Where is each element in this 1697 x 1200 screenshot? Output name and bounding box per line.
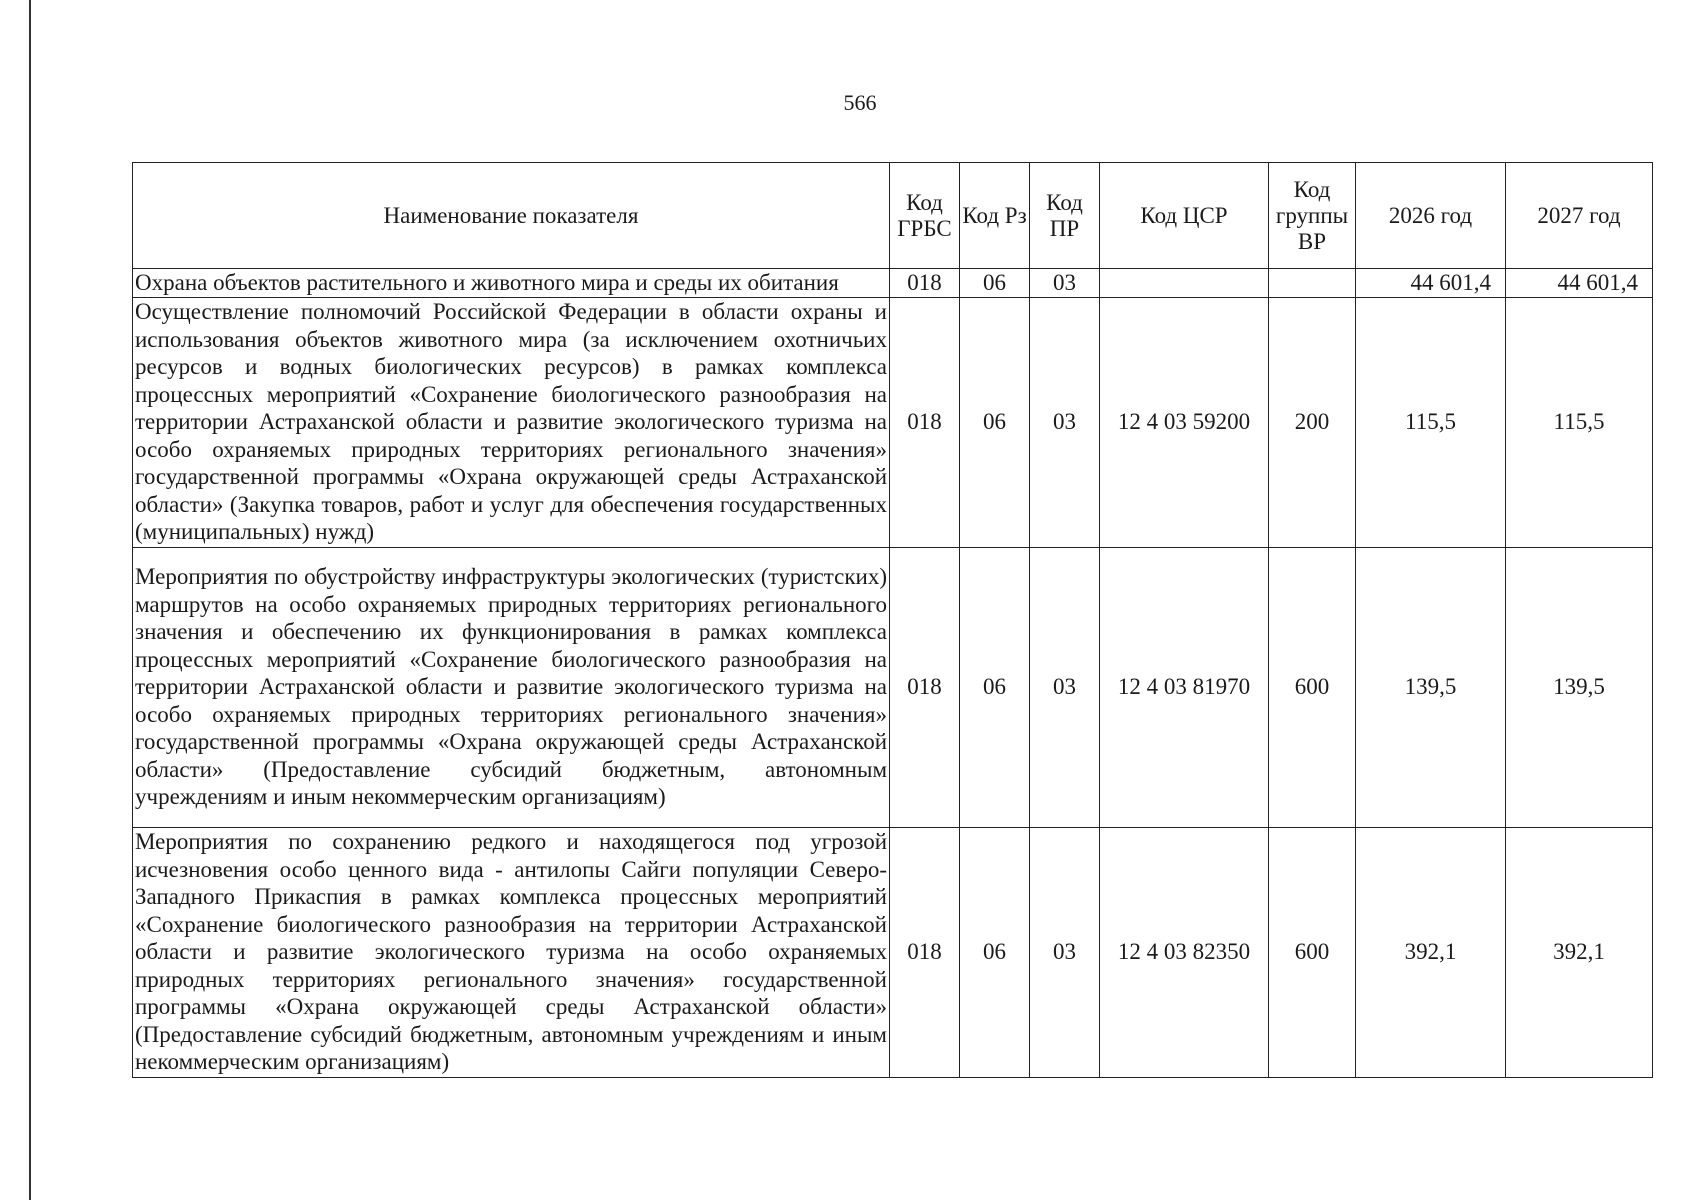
row-amount-2027: 392,1 (1506, 827, 1653, 1077)
header-2027: 2027 год (1506, 163, 1653, 269)
row-amount-2026: 44 601,4 (1356, 269, 1506, 298)
row-pr: 03 (1030, 547, 1100, 827)
row-csr: 12 4 03 81970 (1100, 547, 1269, 827)
row-amount-2026: 392,1 (1356, 827, 1506, 1077)
table-header-row (133, 163, 1653, 269)
row-name: Охрана объектов растительного и животного мира и среды их обитания (133, 269, 890, 298)
header-rz: Код Рз (960, 163, 1030, 269)
row-rz: 06 (960, 547, 1030, 827)
table-row (133, 547, 1653, 827)
header-pr: Код ПР (1030, 163, 1100, 269)
header-name: Наименование показателя (133, 163, 890, 269)
left-margin-line (29, 0, 31, 1200)
header-2026: 2026 год (1356, 163, 1506, 269)
row-pr: 03 (1030, 827, 1100, 1077)
header-vr: Код группы ВР (1269, 163, 1356, 269)
page-number: 566 (843, 90, 877, 115)
row-grbs: 018 (890, 827, 960, 1077)
row-vr: 600 (1269, 827, 1356, 1077)
row-amount-2027: 115,5 (1506, 297, 1653, 547)
row-amount-2027: 44 601,4 (1506, 269, 1653, 298)
row-pr: 03 (1030, 297, 1100, 547)
row-csr (1100, 269, 1269, 298)
row-rz: 06 (960, 827, 1030, 1077)
row-name: Осуществление полномочий Российской Федерации в области охраны и использования объектов животного мира (за исключением охотничьих ресурсов и водных биологических ресурсов) в рамках комплекса процессных мероприятий «Сохранение биологического разнообразия на территории Астраханской области и развитие экологического туризма на особо охраняемых природных территориях регионального значения» государственной программы «Охрана окружающей среды Астраханской области» (Закупка товаров, работ и услуг для обеспечения государственных (муниципальных) нужд) (133, 297, 890, 547)
row-grbs: 018 (890, 547, 960, 827)
row-amount-2027: 139,5 (1506, 547, 1653, 827)
row-rz: 06 (960, 269, 1030, 298)
table-row (133, 297, 1653, 547)
budget-table (132, 162, 1653, 1078)
header-grbs: Код ГРБС (890, 163, 960, 269)
row-csr: 12 4 03 82350 (1100, 827, 1269, 1077)
row-vr: 600 (1269, 547, 1356, 827)
row-name: Мероприятия по сохранению редкого и находящегося под угрозой исчезновения особо ценного вида - антилопы Сайги популяции Северо-Западного Прикаспия в рамках комплекса процессных мероприятий «Сохранение биологического разнообразия на территории Астраханской области и развитие экологического туризма на особо охраняемых природных территориях регионального значения» государственной программы «Охрана окружающей среды Астраханской области» (Предоставление субсидий бюджетным, автономным учреждениям и иным некоммерческим организациям) (133, 827, 890, 1077)
row-vr: 200 (1269, 297, 1356, 547)
row-amount-2026: 115,5 (1356, 297, 1506, 547)
row-rz: 06 (960, 297, 1030, 547)
row-vr (1269, 269, 1356, 298)
row-amount-2026: 139,5 (1356, 547, 1506, 827)
table-row (133, 269, 1653, 298)
row-csr: 12 4 03 59200 (1100, 297, 1269, 547)
row-name: Мероприятия по обустройству инфраструктуры экологических (туристских) маршрутов на особо охраняемых природных территориях регионального значения и обеспечению их функционирования в рамках комплекса процессных мероприятий «Сохранение биологического разнообразия на территории Астраханской области и развитие экологического туризма на особо охраняемых природных территориях регионального значения» государственной программы «Охрана окружающей среды Астраханской области» (Предоставление субсидий бюджетным, автономным учреждениям и иным некоммерческим организациям) (133, 547, 890, 827)
row-grbs: 018 (890, 297, 960, 547)
header-csr: Код ЦСР (1100, 163, 1269, 269)
row-grbs: 018 (890, 269, 960, 298)
table-row (133, 827, 1653, 1077)
row-pr: 03 (1030, 269, 1100, 298)
